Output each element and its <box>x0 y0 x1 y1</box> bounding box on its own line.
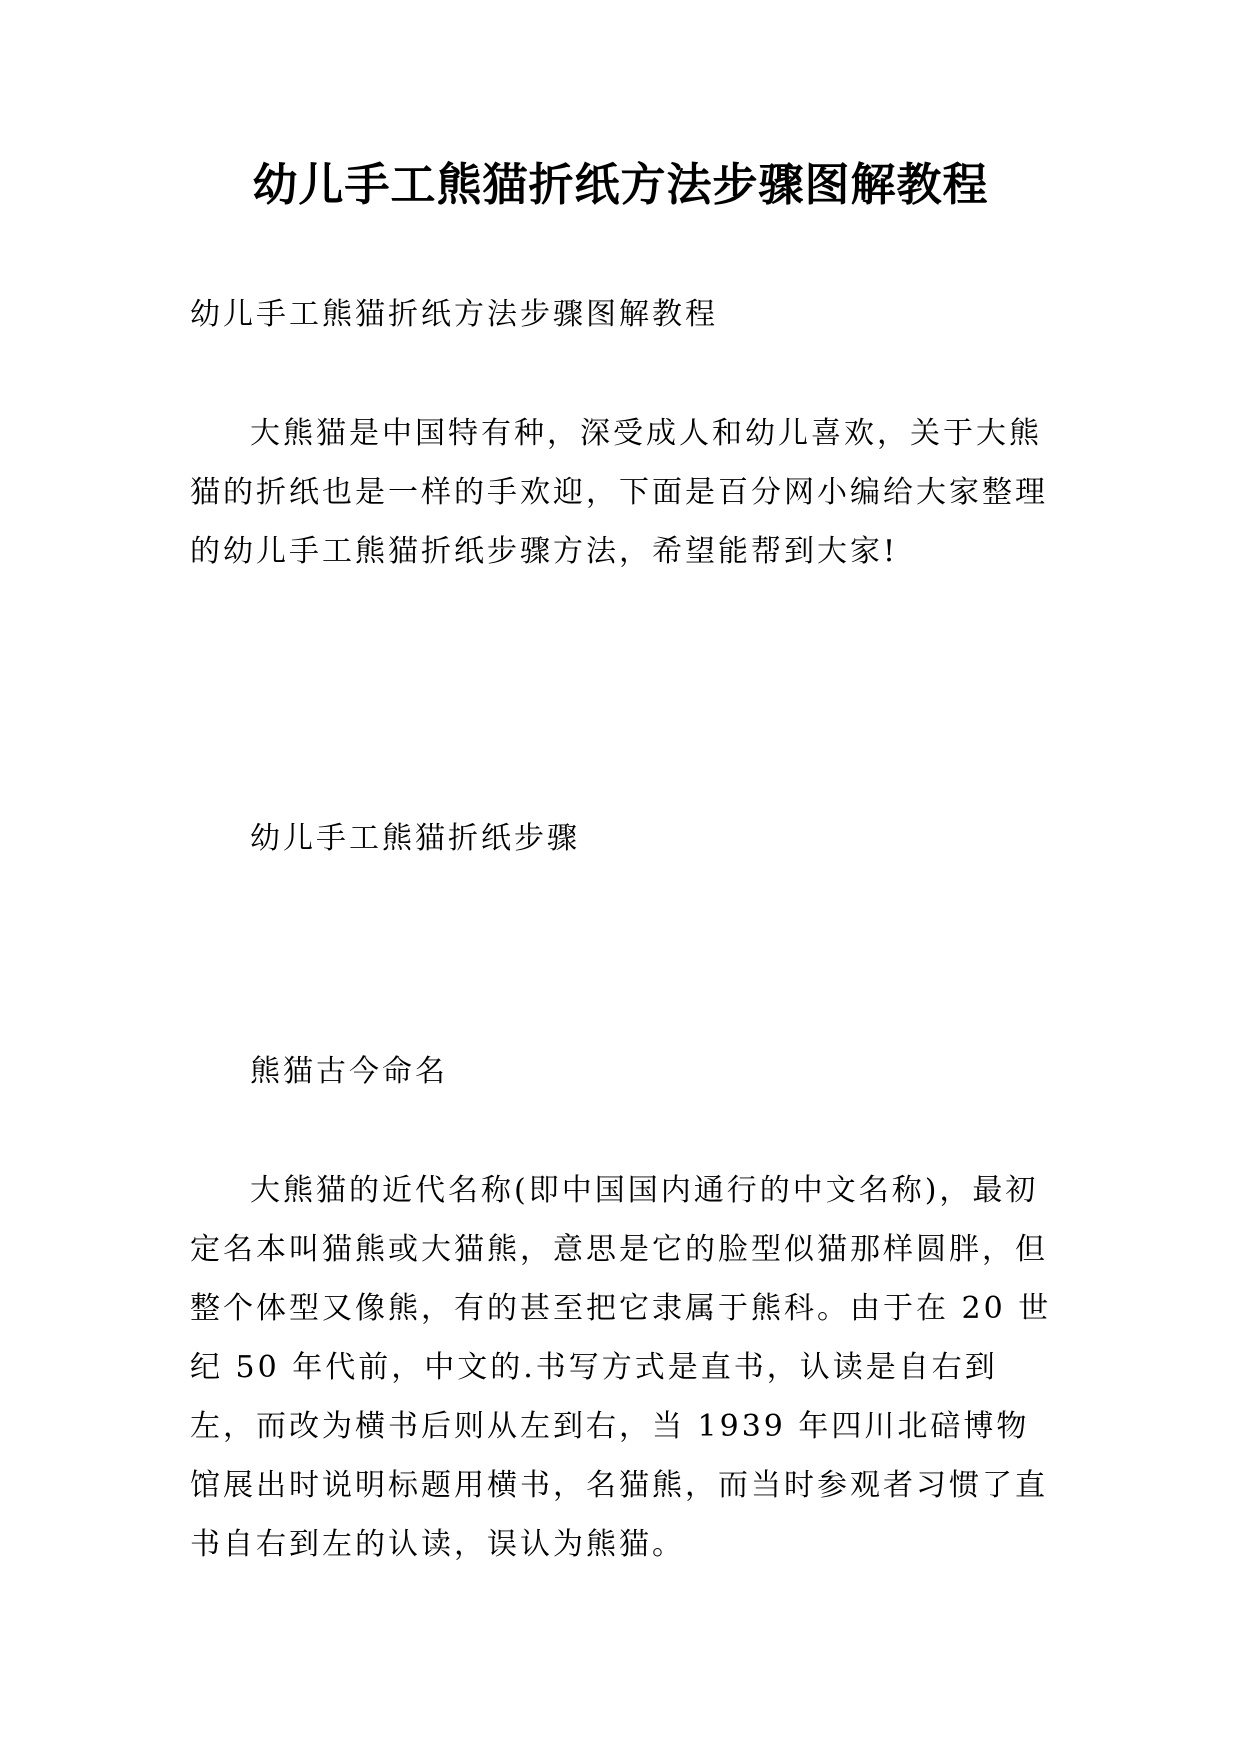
document-title: 幼儿手工熊猫折纸方法步骤图解教程 <box>252 158 989 211</box>
section-heading-names: 熊猫古今命名 <box>250 1054 448 1089</box>
document-subtitle: 幼儿手工熊猫折纸方法步骤图解教程 <box>190 297 718 332</box>
intro-paragraph: 大熊猫是中国特有种，深受成人和幼儿喜欢，关于大熊猫的折纸也是一样的手欢迎，下面是百分网小编给大家整理的幼儿手工熊猫折纸步骤方法，希望能帮到大家! <box>190 416 1048 569</box>
names-paragraph: 大熊猫的近代名称(即中国国内通行的中文名称)，最初定名本叫猫熊或大猫熊，意思是它的脸型似猫那样圆胖，但整个体型又像熊，有的甚至把它隶属于熊科。由于在 20 世纪 50 年代前，中文的.书写方式是直书，认读是自右到左，而改为横书后则从左到右，当 1939 年四川北碚博物馆展出时说明标题用横书，名猫熊，而当时参观者习惯了直书自右到左的认读，误认为熊猫。 <box>190 1173 1052 1562</box>
section-heading-steps: 幼儿手工熊猫折纸步骤 <box>250 821 580 856</box>
